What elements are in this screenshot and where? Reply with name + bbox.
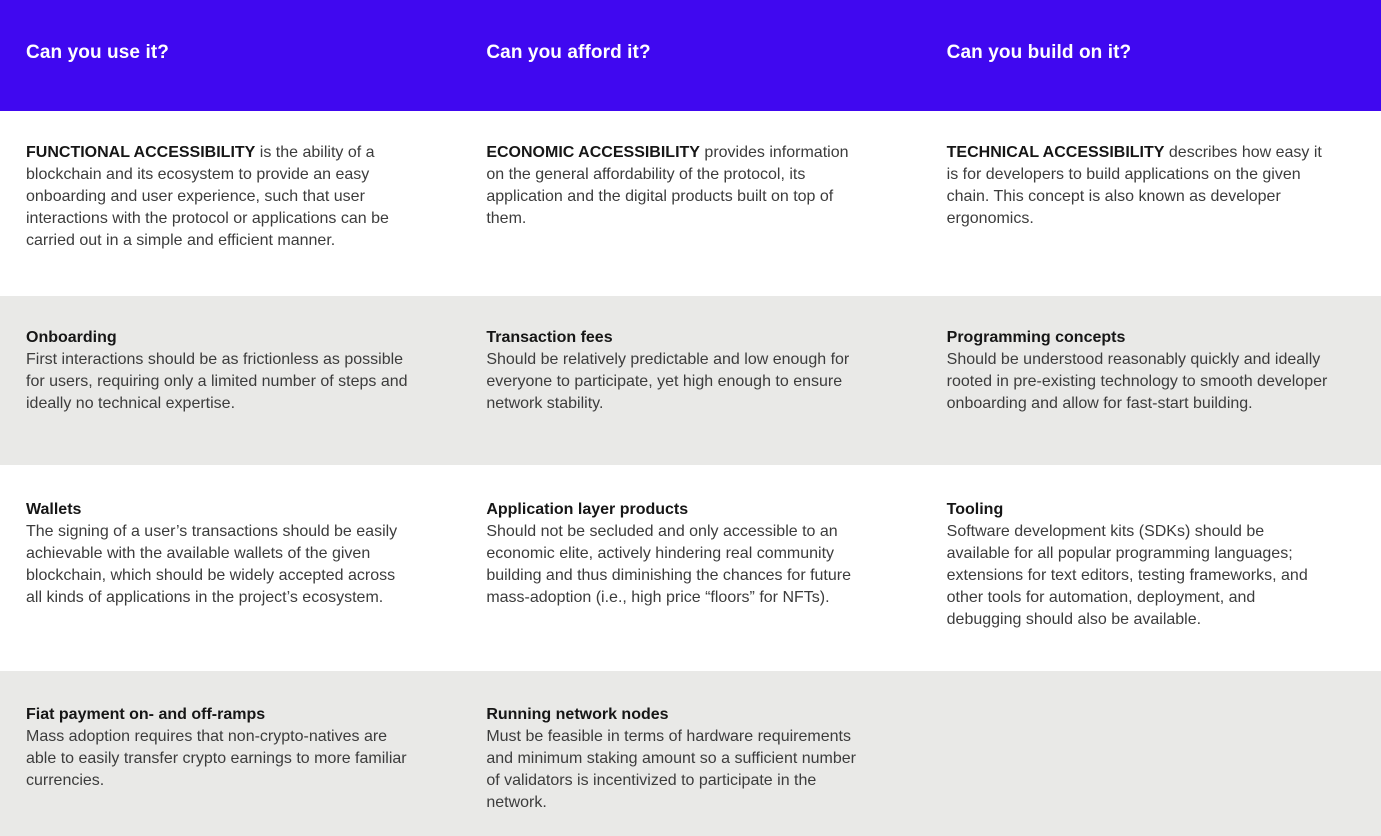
definition-rest: describes how easy it is for developers to build applications on the given chain. This concept is also known as developer ergonomics. xyxy=(946,144,1322,227)
item-onboarding xyxy=(0,296,460,465)
item-programming-concepts xyxy=(921,296,1381,465)
item-application-layer-products xyxy=(460,465,920,671)
definition-lead: TECHNICAL ACCESSIBILITY xyxy=(946,144,1165,161)
item-tooling xyxy=(921,465,1381,671)
item-body: First interactions should be as frictionless as possible for users, requiring only a limited number of steps and ideally no technical expertise. xyxy=(26,351,408,412)
definition-lead: ECONOMIC ACCESSIBILITY xyxy=(486,144,700,161)
item-body: Software development kits (SDKs) should be available for all popular programming languages; extensions for text editors, testing frameworks, and other tools for automation, deployment, and debugging should also be available. xyxy=(946,523,1308,628)
item-wallets xyxy=(0,465,460,671)
item-fiat-payment-ramps xyxy=(0,671,460,836)
item-title: Programming concepts xyxy=(946,329,1126,346)
item-running-network-nodes xyxy=(460,671,920,836)
item-title: Fiat payment on- and off-ramps xyxy=(26,706,266,723)
definition-technical-accessibility xyxy=(921,111,1381,296)
criteria-row-3 xyxy=(0,671,1381,836)
column-header-build: Can you build on it? xyxy=(946,41,1132,63)
column-header-afford: Can you afford it? xyxy=(486,41,651,63)
item-title: Running network nodes xyxy=(486,706,669,723)
column-header-use: Can you use it? xyxy=(26,41,169,63)
definition-text xyxy=(947,142,1329,230)
item-transaction-fees xyxy=(460,296,920,465)
criteria-row-1 xyxy=(0,296,1381,465)
definition-rest: is the ability of a blockchain and its ecosystem to provide an easy onboarding and user experience, such that user interactions with the protocol or applications can be carried out in a simple and efficient manner. xyxy=(26,144,389,249)
definition-text xyxy=(486,142,868,230)
definition-economic-accessibility xyxy=(460,111,920,296)
definitions-row xyxy=(0,111,1381,296)
item-body: Should not be secluded and only accessible to an economic elite, actively hindering real community building and thus diminishing the chances for future mass-adoption (i.e., high price “floors” for NFTs). xyxy=(486,523,851,606)
item-body: The signing of a user’s transactions should be easily achievable with the available wallets of the given blockchain, which should be widely accepted across all kinds of applications in the project’s ecosystem. xyxy=(26,523,398,606)
item-body: Should be understood reasonably quickly and ideally rooted in pre-existing technology to smooth developer onboarding and allow for fast-start building. xyxy=(946,351,1328,412)
item-title: Wallets xyxy=(26,501,82,518)
empty-cell xyxy=(921,671,1381,836)
item-body: Mass adoption requires that non-crypto-natives are able to easily transfer crypto earnings to more familiar currencies. xyxy=(26,728,407,789)
item-body: Must be feasible in terms of hardware requirements and minimum staking amount so a sufficient number of validators is incentivized to participate in the network. xyxy=(486,728,856,811)
definition-rest: provides information on the general affordability of the protocol, its application and the digital products built on top of them. xyxy=(486,144,849,227)
item-body: Should be relatively predictable and low enough for everyone to participate, yet high enough to ensure network stability. xyxy=(486,351,850,412)
criteria-row-2 xyxy=(0,465,1381,671)
item-title: Tooling xyxy=(946,501,1004,518)
definition-text xyxy=(26,142,408,252)
definition-lead: FUNCTIONAL ACCESSIBILITY xyxy=(26,144,256,161)
item-title: Application layer products xyxy=(486,501,689,518)
item-title: Onboarding xyxy=(26,329,117,346)
item-title: Transaction fees xyxy=(486,329,613,346)
definition-functional-accessibility xyxy=(0,111,460,296)
header-row xyxy=(0,0,1381,111)
